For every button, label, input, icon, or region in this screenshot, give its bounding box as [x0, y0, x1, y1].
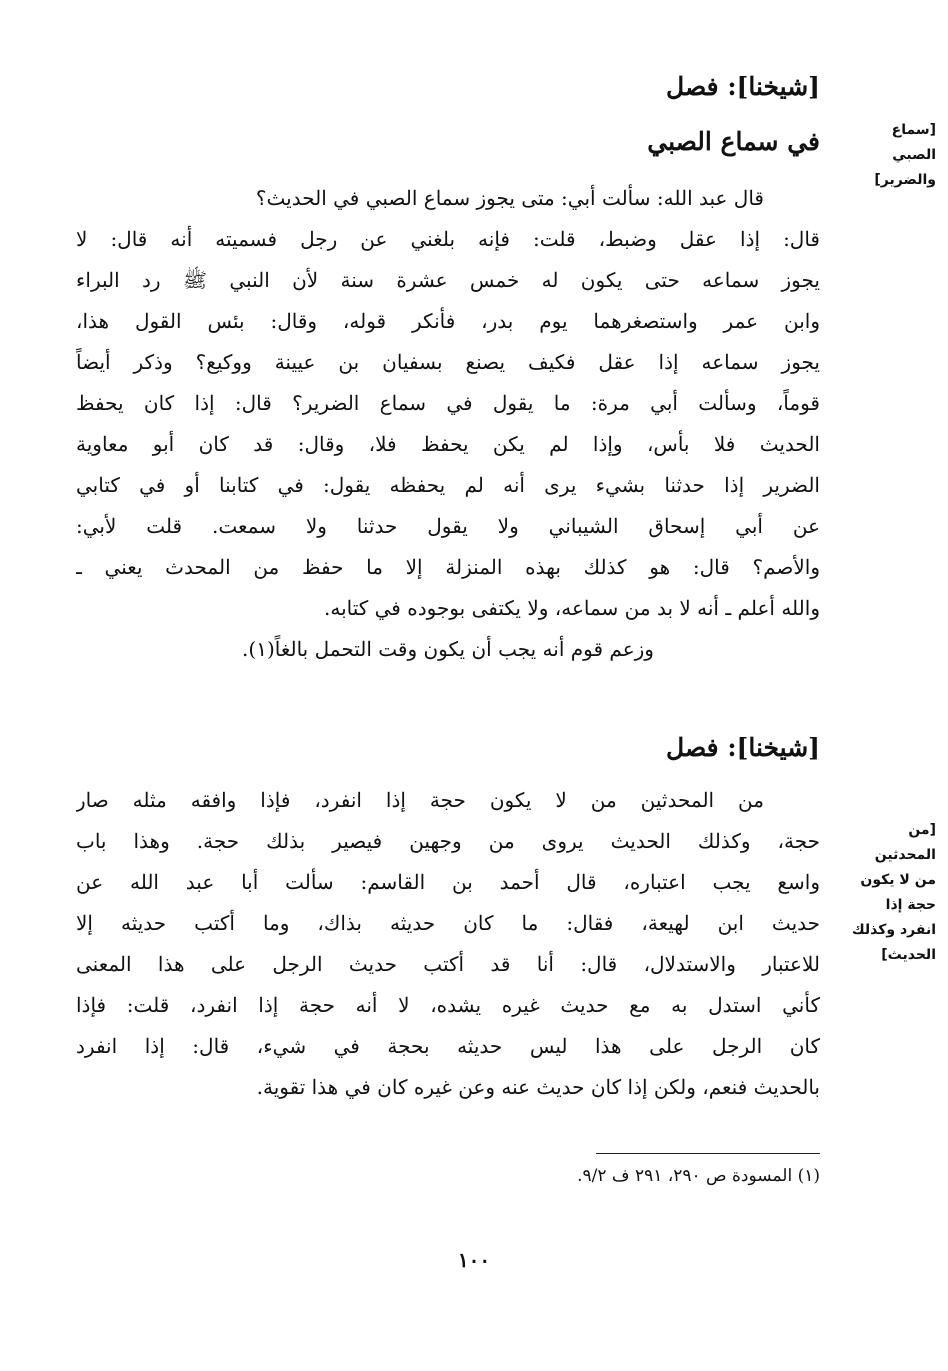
text-line: قال: إذا عقل وضبط، قلت: فإنه بلغني عن رجل فسميته أنه قال: لا: [76, 227, 820, 251]
margin-note-line: حجة إذا: [885, 897, 936, 913]
margin-note-line: المحدثين: [874, 847, 936, 863]
margin-note-line: والضرير]: [874, 172, 936, 188]
text-line: كان الرجل على هذا ليس حديثه بحجة في شيء، قال: إذا انفرد: [76, 1034, 820, 1058]
margin-note-line: [من: [908, 822, 936, 838]
text-line: الحديث فلا بأس، وإذا لم يكن يحفظ فلا، وقال: قد كان أبو معاوية: [76, 432, 820, 456]
page-number: ١٠٠: [457, 1248, 491, 1272]
footnote: (١) المسودة ص ٢٩٠، ٢٩١ ف ٩/٢.: [577, 1166, 820, 1186]
text-line: حجة، وكذلك الحديث يروى من وجهين فيصير بذلك حجة. وهذا باب: [76, 829, 820, 853]
margin-note-line: الحديث]: [881, 947, 936, 963]
text-line: كأني استدل به مع حديث غيره يشده، لا أنه حجة إذا انفرد، قلت: فإذا: [76, 993, 820, 1017]
margin-note: [826, 818, 936, 968]
section-title: في سماع الصبي: [647, 127, 820, 156]
section-heading: [شيخنا]: فصل: [666, 72, 820, 101]
margin-note-line: من لا يكون: [860, 872, 936, 888]
text-line: واسع يجب اعتباره، قال أحمد بن القاسم: سألت أبا عبد الله عن: [76, 870, 820, 894]
text-line: والله أعلم ـ أنه لا بد من سماعه، ولا يكتفى بوجوده في كتابه.: [323, 596, 820, 620]
text-line: قوماً، وسألت أبي مرة: ما يقول في سماع الضرير؟ قال: إذا كان يحفظ: [76, 391, 820, 415]
text-line: وابن عمر واستصغرهما يوم بدر، فأنكر قوله، وقال: بئس القول هذا،: [76, 309, 820, 333]
text-line: يجوز سماعه حتى يكون له خمس عشرة سنة لأن النبي ﷺ رد البراء: [76, 268, 820, 292]
text-line: يجوز سماعه إذا عقل فكيف يصنع بسفيان بن عيينة ووكيع؟ وذكر أيضاً: [76, 350, 820, 374]
margin-note-line: انفرد وكذلك: [851, 922, 936, 938]
text-line: والأصم؟ قال: هو كذلك بهذه المنزلة إلا ما حفظ من المحدث يعني ـ: [76, 555, 820, 579]
section-heading: [شيخنا]: فصل: [666, 733, 820, 762]
text-line: قال عبد الله: سألت أبي: متى يجوز سماع الصبي في الحديث؟: [255, 186, 764, 210]
margin-note: [826, 118, 936, 193]
text-line: بالحديث فنعم، ولكن إذا كان حديث عنه وعن غيره كان في هذا تقوية.: [256, 1075, 820, 1099]
section2-paragraph: [76, 780, 820, 1108]
margin-note-line: الصبي: [892, 147, 936, 163]
text-line: حديث ابن لهيعة، فقال: ما كان حديثه بذاك، وما أكتب حديثه إلا: [76, 911, 820, 935]
margin-note-line: [سماع: [891, 122, 936, 138]
section1-paragraph: [76, 178, 820, 670]
text-line: عن أبي إسحاق الشيباني ولا يقول حدثنا ولا سمعت. قلت لأبي:: [76, 514, 820, 538]
text-line: من المحدثين من لا يكون حجة إذا انفرد، فإذا وافقه مثله صار: [76, 788, 764, 812]
text-line: وزعم قوم أنه يجب أن يكون وقت التحمل بالغاً(١).: [242, 637, 654, 661]
text-line: للاعتبار والاستدلال، قال: أنا قد أكتب حديث الرجل على هذا المعنى: [76, 952, 820, 976]
footnote-divider: [596, 1153, 820, 1154]
text-line: الضرير إذا حدثنا بشيء يرى أنه لم يحفظه يقول: في كتابنا أو في كتابي: [76, 473, 820, 497]
